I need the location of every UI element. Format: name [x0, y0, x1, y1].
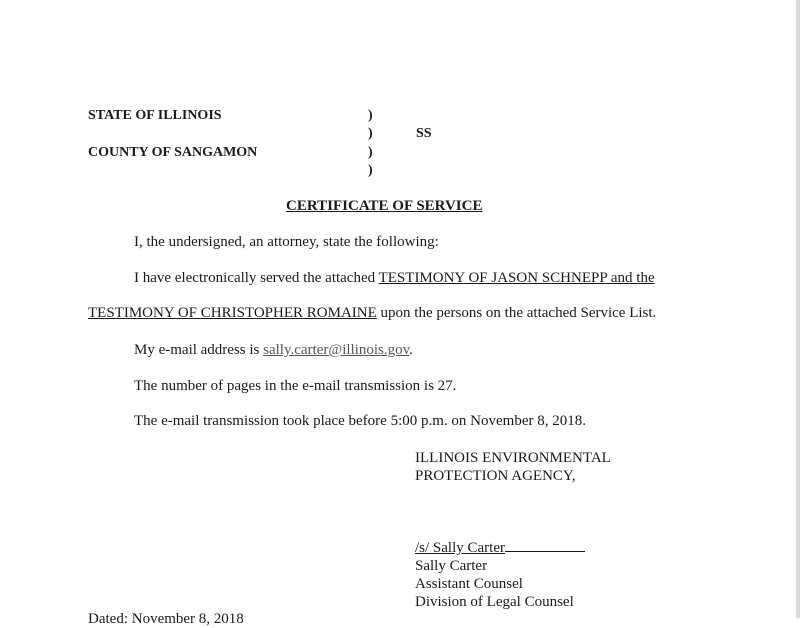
intro-line: I, the undersigned, an attorney, state the following: — [134, 234, 439, 250]
served-suffix: upon the persons on the attached Service List. — [376, 305, 657, 321]
signer-role: Assistant Counsel — [415, 576, 523, 592]
email-link[interactable]: sally.carter@illinois.gov — [263, 342, 410, 358]
county-label: COUNTY OF SANGAMON — [88, 145, 258, 160]
page-edge — [796, 0, 800, 618]
email-line — [134, 342, 413, 359]
email-prefix: My e-mail address is — [134, 342, 264, 358]
testimony-romaine-link[interactable]: TESTIMONY OF CHRISTOPHER ROMAINE — [88, 305, 377, 321]
state-label: STATE OF ILLINOIS — [88, 108, 222, 123]
signature-underline — [505, 550, 585, 552]
dated-line: Dated: November 8, 2018 — [88, 611, 244, 627]
ss-label: SS — [416, 126, 432, 141]
served-prefix: I have electronically served the attached — [134, 270, 379, 286]
caption-paren-1: ) — [368, 108, 373, 123]
email-suffix: . — [409, 342, 413, 358]
signature-text: /s/ Sally Carter — [415, 540, 505, 556]
org-line-2: PROTECTION AGENCY, — [415, 468, 576, 484]
caption-paren-2: ) — [368, 126, 373, 141]
pages-line: The number of pages in the e-mail transmission is 27. — [134, 378, 457, 394]
signature-line — [415, 540, 585, 557]
document-title: CERTIFICATE OF SERVICE — [286, 198, 483, 214]
org-line-1: ILLINOIS ENVIRONMENTAL — [415, 450, 611, 466]
testimony-schnepp-link[interactable]: TESTIMONY OF JASON SCHNEPP and the — [378, 270, 655, 286]
caption-paren-4: ) — [368, 163, 373, 178]
signer-division: Division of Legal Counsel — [415, 594, 574, 610]
signer-name: Sally Carter — [415, 558, 488, 574]
caption-paren-3: ) — [368, 145, 373, 160]
served-line-2 — [88, 305, 656, 322]
served-line-1 — [134, 270, 655, 287]
time-line: The e-mail transmission took place before 5:00 p.m. on November 8, 2018. — [134, 413, 586, 429]
